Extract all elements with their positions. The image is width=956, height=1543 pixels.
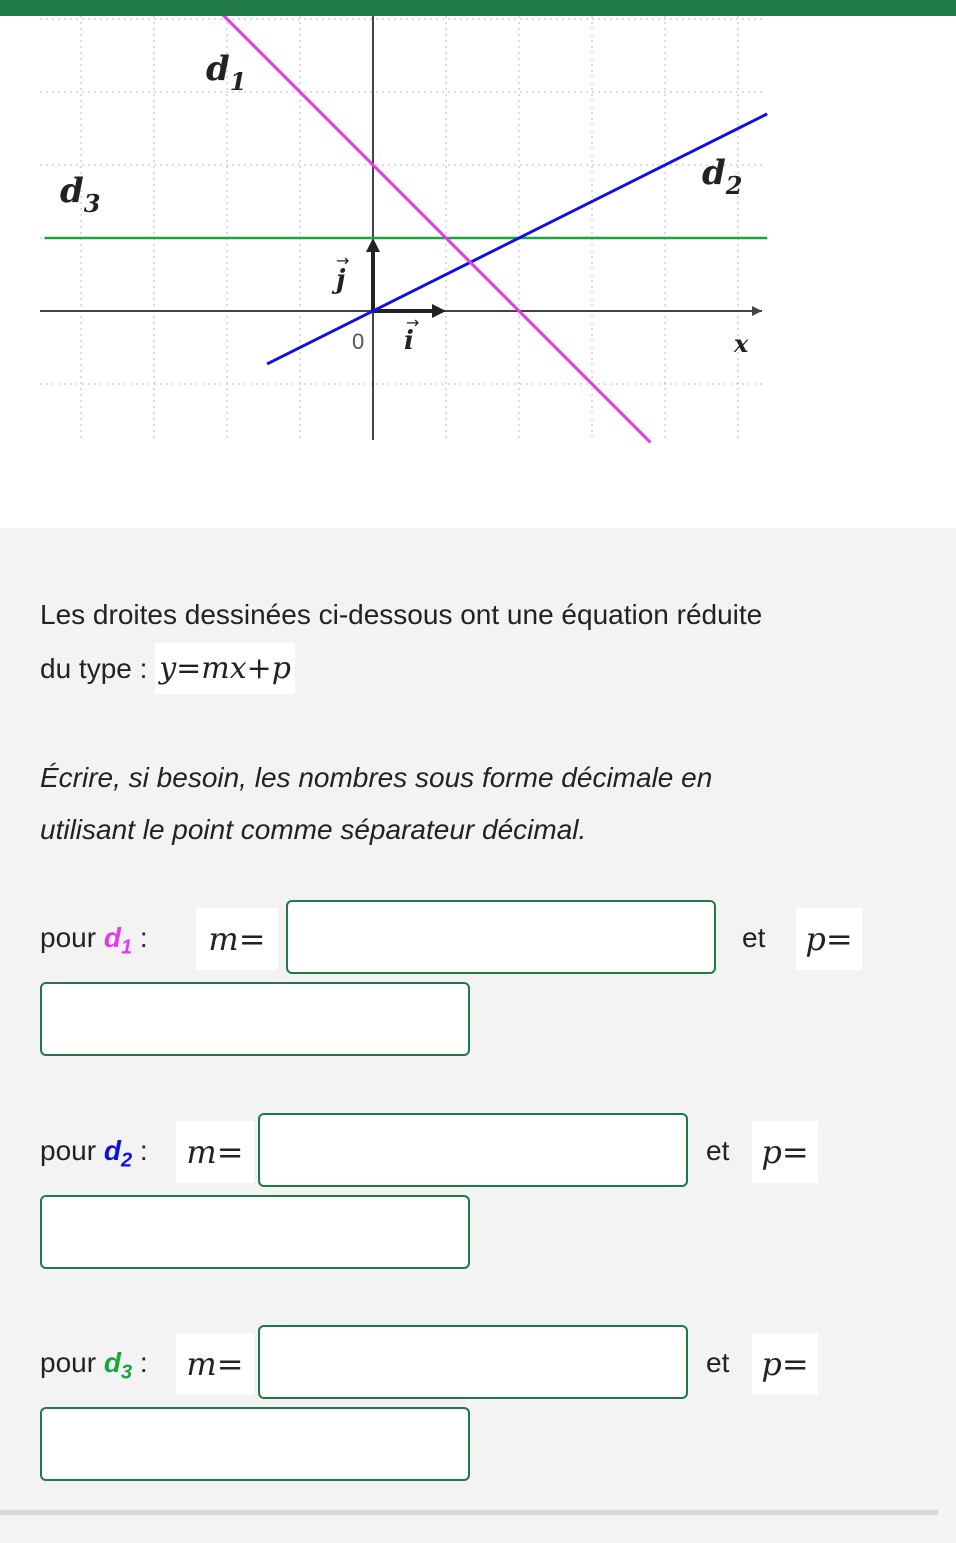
instructions-line2	[40, 642, 920, 696]
i-vector-arrowhead	[432, 304, 446, 318]
bottom-divider	[0, 1510, 938, 1515]
x-axis-label: x	[734, 329, 749, 358]
equation-formula: y=mx+p	[155, 643, 295, 694]
i-vector-label: i	[404, 326, 414, 356]
m-label: m=	[196, 908, 278, 970]
d1-p-input[interactable]	[40, 982, 470, 1056]
x-axis-arrow	[752, 306, 762, 316]
p-label: p=	[796, 908, 862, 970]
note-line2: utilisant le point comme séparateur décimal.	[40, 814, 587, 845]
label-d3: $d_3$	[60, 171, 101, 218]
j-vector-arrowhead	[366, 238, 380, 252]
p-label: p=	[752, 1333, 818, 1395]
m-label: m=	[176, 1121, 254, 1183]
j-vector-label: j	[336, 265, 346, 295]
j-vector-arrow-glyph: →	[336, 251, 350, 270]
label-d2: $d_2$	[702, 153, 743, 200]
instructions	[40, 588, 920, 696]
m-label: m=	[176, 1333, 254, 1395]
graph-figure	[0, 16, 956, 528]
et-label: et	[706, 1347, 730, 1378]
grid-lines	[40, 16, 762, 440]
d3-p-input[interactable]	[40, 1407, 470, 1481]
coordinate-graph	[0, 16, 956, 528]
et-label: et	[742, 922, 766, 953]
question-label: pour $d_2$ :	[40, 1135, 148, 1172]
question-label: pour $d_3$ :	[40, 1347, 148, 1384]
label-d1: $d_1$	[206, 49, 247, 96]
origin-label: 0	[352, 329, 365, 354]
d2-p-input[interactable]	[40, 1195, 470, 1269]
p-label: p=	[752, 1121, 818, 1183]
note-line1: Écrire, si besoin, les nombres sous forme décimale en	[40, 762, 713, 793]
instructions-prefix: du type :	[40, 653, 156, 684]
d3-m-input[interactable]	[258, 1325, 688, 1399]
instructions-line1: Les droites dessinées ci-dessous ont une équation réduite	[40, 599, 763, 630]
d1-m-input[interactable]	[286, 900, 716, 974]
question-label: pour $d_1$ :	[40, 922, 148, 959]
instruction-note	[40, 752, 920, 856]
d2-m-input[interactable]	[258, 1113, 688, 1187]
top-accent-bar	[0, 0, 956, 16]
i-vector-arrow-glyph: →	[406, 313, 420, 332]
et-label: et	[706, 1135, 730, 1166]
